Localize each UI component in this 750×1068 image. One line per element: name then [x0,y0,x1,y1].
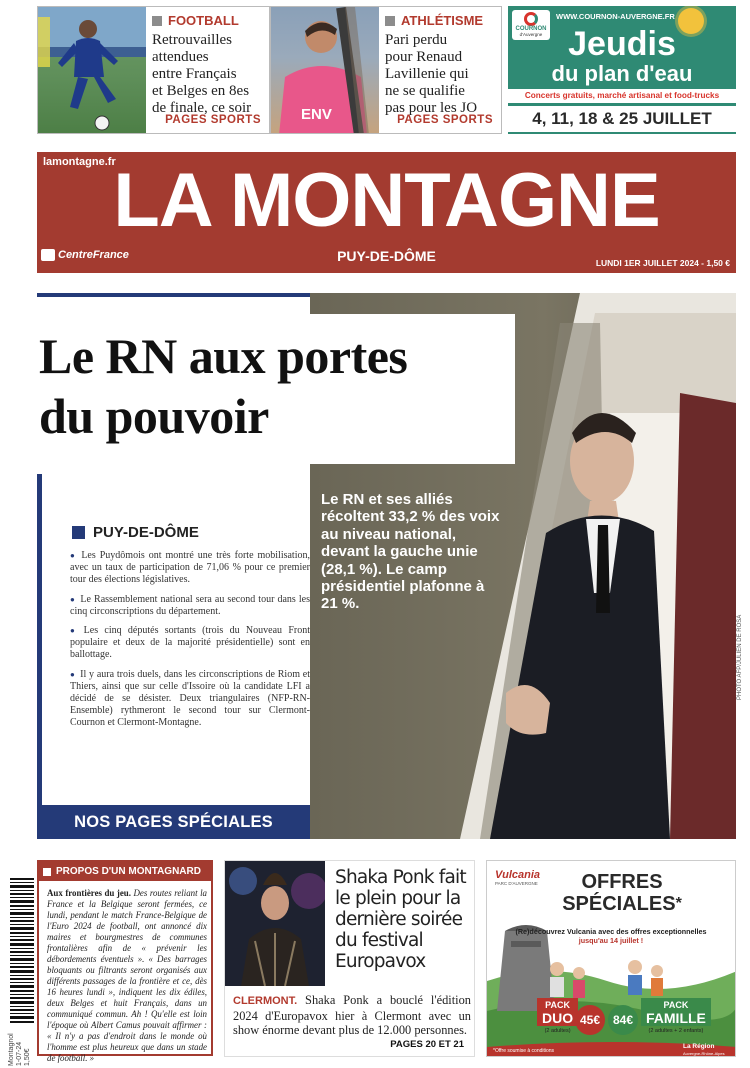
football-teaser-body: Retrouvailles attendues entre Français et Belges en 8es de finale, ce soir [152,32,252,116]
list-item: ● Les cinq députés sortants (trois du Nouveau Front populaire et deux de la majorité présidentielle) sont en ballottage. [70,625,310,661]
ad-jeudis-plan-eau[interactable] [508,6,736,134]
ad-dates: 4, 11, 18 & 25 JUILLET [508,106,736,132]
ad-title-2: du plan d'eau [551,61,693,86]
side-box-puy-de-dome [37,474,310,805]
shaka-title[interactable]: Shaka Ponk fait le plein pour la dernière soirée du festival Europavox [335,867,466,972]
barcode-text: Montagnol 1-07-24 1,50€ [8,1033,31,1066]
ad-url: WWW.COURNON-AUVERGNE.FR [556,12,675,21]
athletisme-teaser-body: Pari perdu pour Renaud Lavillenie qui ne se qualifie pas pour les JO [385,32,478,116]
propos-body: Aux frontières du jeu. Des routes reliant la France et la Belgique seront fermées, ce lundi, pendant le match France-Belgique de l'Euro 2024 de football, ont annoncé dix maires et bourgmestres de communes frontalières afin de « prévenir les débordements éventuels ». « Des barrages bloquants ou filtrants seront organisés aux différents passages de la frontière et ce, dès 16 heures lundi », indiquent les dix édiles, deux Belges et huit Français, dans un communiqué commun. Ah ! Qu'elle est loin l'époque où Albert Camus pouvait affirmer : « Il n'y a pas d'endroit dans le monde où l'homme est plus heureux que dans un stade de football. » [47,888,207,1063]
propos-header: PROPOS D'UN MONTAGNARD [39,862,211,881]
athletisme-pages-link[interactable]: PAGES SPORTS [397,114,493,126]
vulcania-title: OFFRES SPÉCIALES* [562,871,682,915]
bullet-icon: ● [70,594,76,604]
svg-text:ENV: ENV [301,106,332,123]
vulcania-offer-text: (Re)découvrez Vulcania avec des offres exceptionnelles jusqu'au 14 juillet ! [515,927,707,945]
main-lead: Le RN et ses alliés récoltent 33,2 % des voix au niveau national, devant la gauche unie (28,1 %). Le camp présidentiel plafonne à 21 %. [321,491,500,613]
ad-logo-sub: d'Auvergne [519,32,543,37]
pages-speciales-button[interactable]: NOS PAGES SPÉCIALES [37,805,310,839]
football-teaser-text [152,13,270,117]
list-item: ● Il y aura trois duels, dans les circonscriptions de Riom et Thiers, ainsi que sur celle d'Issoire où la candidate LFI a décidé de se désister. Deux triangulaires (NFP-RN-Ensemble) rythmeront le second tour sur Clermont-Cournon et Clermont-Montagne. [70,668,310,729]
photo-credit: PHOTO AFP/JULIEN DE ROSA [737,614,743,700]
athletisme-photo [271,7,379,133]
bullet-icon: ● [70,551,77,560]
region-logo: La Région Auvergne-Rhône-Alpes [683,1043,725,1056]
list-item: ● Le Rassemblement national sera au second tour dans les cinq circonscriptions du département. [70,593,310,617]
masthead [37,152,736,273]
pack-famille-price: 84€ [608,1005,638,1035]
athletisme-kicker: ATHLÉTISME [385,13,502,28]
masthead-date-price: LUNDI 1ER JUILLET 2024 - 1,50 € [595,258,730,268]
header-square-icon [43,868,51,876]
shaka-ponk-story[interactable] [224,860,475,1057]
athletisme-teaser-text [385,13,502,117]
masthead-title: LA MONTAGNE [113,158,660,243]
rule-top [37,293,310,297]
masthead-department: PUY-DE-DÔME [337,248,436,264]
ad-tagline: Concerts gratuits, marché artisanal et food-trucks [508,89,736,103]
barcode-icon [10,878,34,1028]
shaka-pages-link[interactable]: PAGES 20 ET 21 [390,1039,464,1050]
ad-logo-text: COURNON [515,26,547,32]
pack-duo-price: 45€ [575,1005,605,1035]
vulcania-footnote: *Offre soumise à conditions [493,1048,555,1054]
football-kicker: FOOTBALL [152,13,270,28]
ad-vulcania[interactable] [486,860,736,1057]
teaser-athletisme[interactable] [270,6,502,134]
shaka-body: CLERMONT. Shaka Ponk a bouclé l'édition 2024 d'Europavox hier à Clermont avec un show énorme devant plus de 12.000 personnes. [233,993,471,1038]
kicker-square-icon [385,16,395,26]
teaser-football[interactable] [37,6,270,134]
football-pages-link[interactable]: PAGES SPORTS [165,114,261,126]
main-headline[interactable]: Le RN aux portes du pouvoir [39,328,408,444]
vulcania-brand: Vulcania PARC D'AUVERGNE [495,869,541,886]
masthead-site-link[interactable]: lamontagne.fr [43,156,116,168]
football-photo [38,7,146,133]
title-square-icon [72,526,85,539]
shaka-photo [225,861,325,986]
side-box-title: PUY-DE-DÔME [72,524,199,541]
ad-logo-circle-icon [524,12,538,26]
pack-duo[interactable]: PACK DUO (2 adultes) [537,998,578,1034]
propos-montagnard [37,860,213,1063]
headline-box [37,314,515,464]
side-box-bullets [70,550,310,737]
ad-title-1: Jeudis [568,25,676,63]
list-item: ● Les Puydômois ont montré une très forte mobilisation, avec un taux de participation de 71,06 % pour ce premier tour des élections législatives. [70,550,310,586]
bullet-icon: ● [70,669,76,679]
bullet-icon: ● [70,626,79,636]
pack-famille[interactable]: PACK FAMILLE (2 adultes + 2 enfants) [641,998,711,1034]
masthead-brand: CentreFrance [41,249,129,261]
kicker-square-icon [152,16,162,26]
